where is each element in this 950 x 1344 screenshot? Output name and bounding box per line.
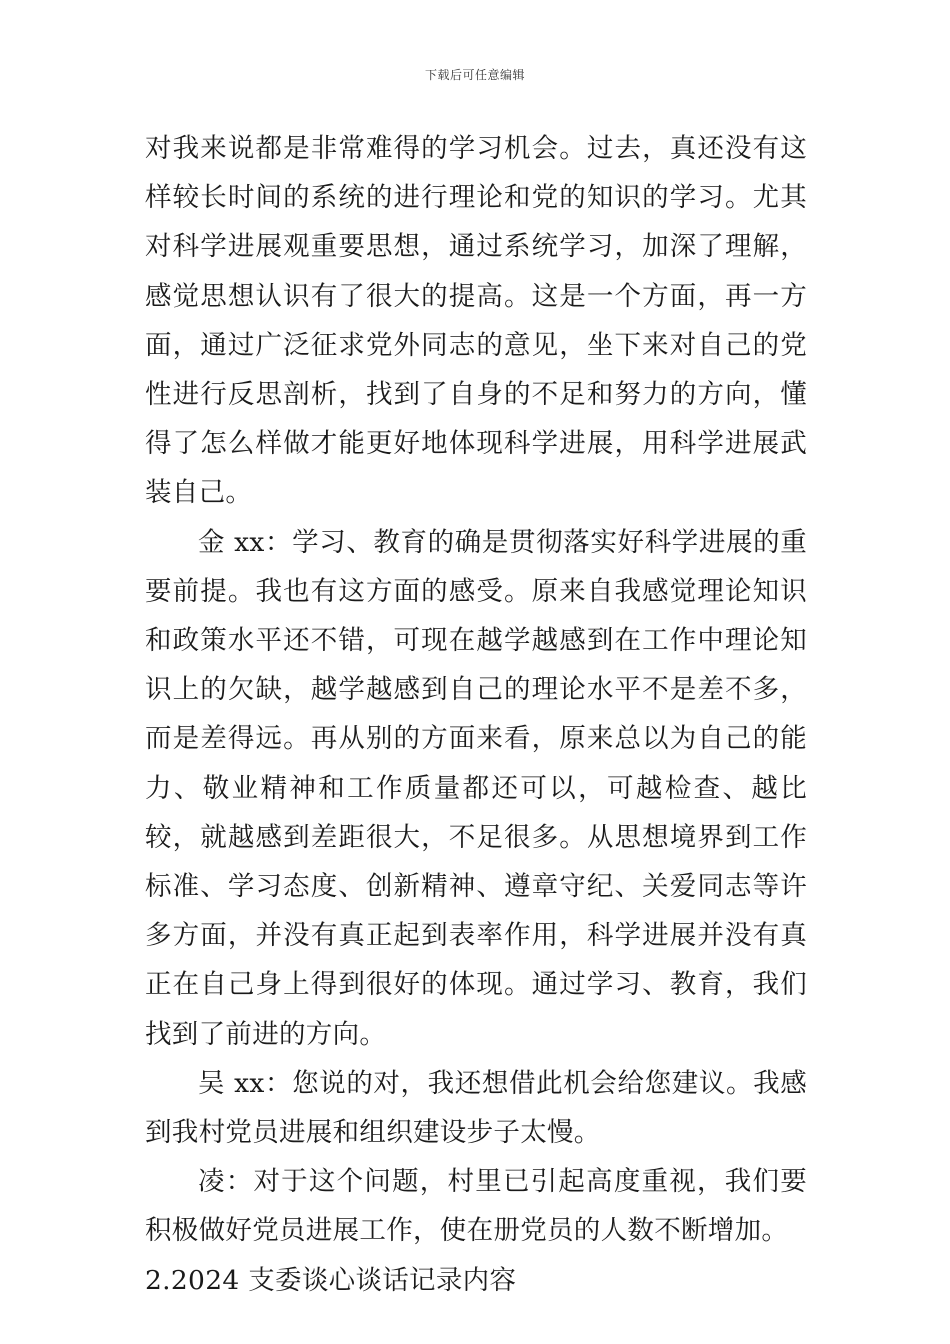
paragraph-ling: 凌：对于这个问题，村里已引起高度重视，我们要积极做好党员进展工作，使在册党员的人数不断增加。 xyxy=(145,1166,807,1247)
document-body xyxy=(145,124,807,1305)
paragraph-continuation: 对我来说都是非常难得的学习机会。过去，真还没有这样较长时间的系统的进行理论和党的知识的学习。尤其对科学进展观重要思想，通过系统学习，加深了理解，感觉思想认识有了很大的提高。这是一个方面，再一方面，通过广泛征求党外同志的意见，坐下来对自己的党性进行反思剖析，找到了自身的不足和努力的方向，懂得了怎么样做才能更好地体现科学进展，用科学进展武装自己。 xyxy=(145,133,807,509)
paragraph-wu: 吴 xx：您说的对，我还想借此机会给您建议。我感到我村党员进展和组织建设步子太慢。 xyxy=(145,1067,807,1149)
section-heading: 2.2024 支委谈心谈话记录内容 xyxy=(145,1264,517,1296)
paragraph-jin: 金 xx：学习、教育的确是贯彻落实好科学进展的重要前提。我也有这方面的感受。原来自我感觉理论知识和政策水平还不错，可现在越学越感到在工作中理论知识上的欠缺，越学越感到自己的理论水平不是差不多，而是差得远。再从别的方面来看，原来总以为自己的能力、敬业精神和工作质量都还可以，可越检查、越比较，就越感到差距很大，不足很多。从思想境界到工作标准、学习态度、创新精神、遵章守纪、关爱同志等许多方面，并没有真正起到表率作用，科学进展并没有真正在自己身上得到很好的体现。通过学习、教育，我们找到了前进的方向。 xyxy=(145,526,807,1050)
page-header: 下载后可任意编辑 xyxy=(424,68,525,82)
